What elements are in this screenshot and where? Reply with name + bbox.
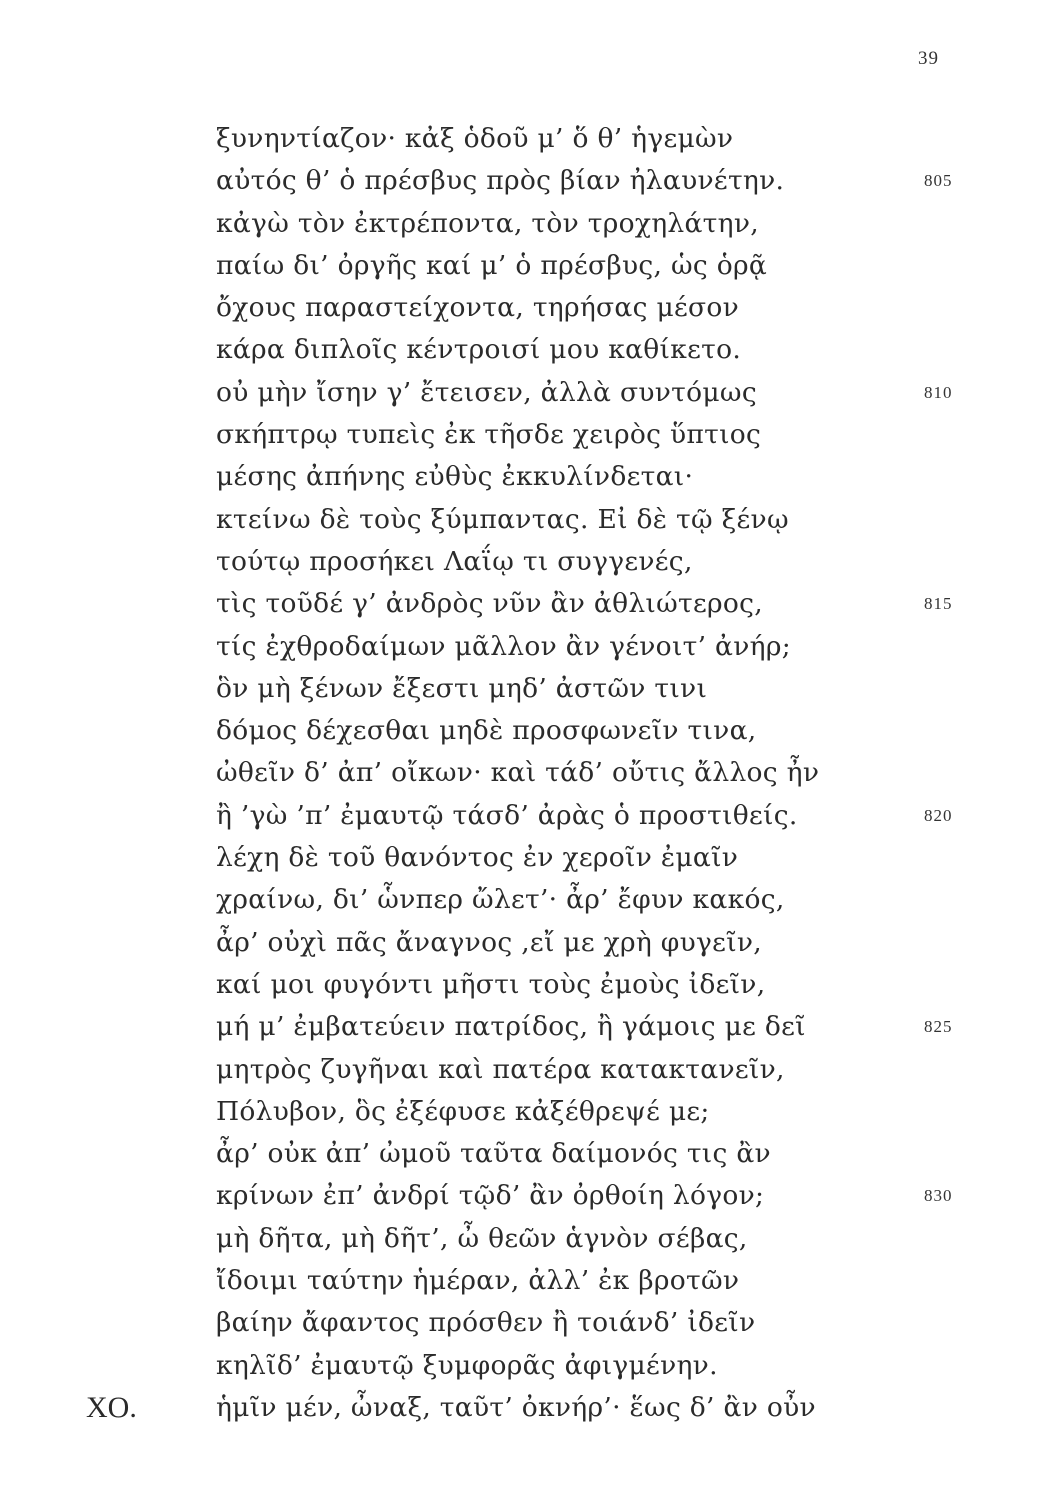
verse-line bbox=[0, 879, 1058, 921]
verse-line bbox=[0, 1260, 1058, 1302]
page-number: 39 bbox=[918, 48, 939, 69]
verse-text: μὴ δῆτα, μὴ δῆτ’, ὦ θεῶν ἁγνὸν σέβας, bbox=[216, 1222, 748, 1254]
verse-text: βαίην ἄφαντος πρόσθεν ἢ τοιάνδ’ ἰδεῖν bbox=[216, 1307, 756, 1339]
verse-line bbox=[0, 752, 1058, 794]
verse-text: ἆρ’ οὐκ ἀπ’ ὠμοῦ ταῦτα δαίμονός τις ἂν bbox=[216, 1138, 771, 1170]
verse-line bbox=[0, 1006, 1058, 1048]
line-number: 820 bbox=[924, 805, 953, 825]
verse-text: οὐ μὴν ἴσην γ’ ἔτεισεν, ἀλλὰ συντόμως bbox=[216, 376, 757, 408]
verse-text: ξυνηντίαζον· κἀξ ὁδοῦ μ’ ὅ θ’ ἡγεμὼν bbox=[216, 123, 734, 154]
verse-text: ὄχους παραστείχοντα, τηρήσας μέσον bbox=[216, 292, 740, 324]
verse-line bbox=[0, 1133, 1058, 1175]
verse-line bbox=[0, 456, 1058, 498]
verse-line bbox=[0, 1091, 1058, 1133]
verse-text: μέσης ἀπήνης εὐθὺς ἐκκυλίνδεται· bbox=[216, 461, 694, 493]
verse-line bbox=[0, 795, 1058, 837]
verse-line bbox=[0, 329, 1058, 371]
speaker-label: ΧΟ. bbox=[86, 1390, 137, 1424]
verse-text: ἆρ’ οὐχὶ πᾶς ἄναγνος ,εἴ με χρὴ φυγεῖν, bbox=[216, 926, 763, 958]
verse-text: λέχη δὲ τοῦ θανόντος ἐν χεροῖν ἐμαῖν bbox=[216, 842, 739, 874]
verse-line bbox=[0, 414, 1058, 456]
verse-text: κηλῖδ’ ἐμαυτῷ ξυμφορᾶς ἀφιγμένην. bbox=[216, 1349, 718, 1381]
verse-line bbox=[0, 245, 1058, 287]
verse-line bbox=[0, 1387, 1058, 1429]
verse-line bbox=[0, 583, 1058, 625]
verse-line bbox=[0, 1218, 1058, 1260]
verse-text: σκήπτρῳ τυπεὶς ἐκ τῆσδε χειρὸς ὕπτιος bbox=[216, 419, 762, 451]
verse-text: αὐτός θ’ ὁ πρέσβυς πρὸς βίαν ἠλαυνέτην. bbox=[216, 165, 785, 197]
verse-text: ὠθεῖν δ’ ἀπ’ οἴκων· καὶ τάδ’ οὔτις ἄλλος ἦν bbox=[216, 757, 820, 789]
verse-block bbox=[0, 118, 1058, 1429]
verse-line bbox=[0, 372, 1058, 414]
verse-text: κρίνων ἐπ’ ἀνδρί τῷδ’ ἂν ὀρθοίη λόγον; bbox=[216, 1180, 765, 1212]
line-number: 815 bbox=[924, 594, 953, 614]
verse-text: τίς ἐχθροδαίμων μᾶλλον ἂν γένοιτ’ ἀνήρ; bbox=[216, 630, 791, 662]
verse-line bbox=[0, 964, 1058, 1006]
verse-text: ὃν μὴ ξένων ἔξεστι μηδ’ ἀστῶν τινι bbox=[216, 672, 708, 704]
verse-line bbox=[0, 541, 1058, 583]
line-number: 825 bbox=[924, 1017, 953, 1037]
verse-line bbox=[0, 668, 1058, 710]
verse-text: Πόλυβον, ὃς ἐξέφυσε κἀξέθρεψέ με; bbox=[216, 1095, 710, 1127]
verse-line bbox=[0, 160, 1058, 202]
verse-text: μή μ’ ἐμβατεύειν πατρίδος, ἢ γάμοις με δεῖ bbox=[216, 1011, 806, 1043]
verse-line bbox=[0, 837, 1058, 879]
verse-text: κτείνω δὲ τοὺς ξύμπαντας. Εἰ δὲ τῷ ξένῳ bbox=[216, 503, 789, 535]
verse-text: μητρὸς ζυγῆναι καὶ πατέρα κατακτανεῖν, bbox=[216, 1053, 785, 1085]
verse-line bbox=[0, 1345, 1058, 1387]
line-number: 805 bbox=[924, 171, 953, 191]
verse-text: κάρα διπλοῖς κέντροισί μου καθίκετο. bbox=[216, 334, 742, 366]
verse-line bbox=[0, 626, 1058, 668]
verse-line bbox=[0, 710, 1058, 752]
verse-line bbox=[0, 1049, 1058, 1091]
verse-text: δόμος δέχεσθαι μηδὲ προσφωνεῖν τινα, bbox=[216, 715, 757, 747]
verse-text: χραίνω, δι’ ὧνπερ ὤλετ’· ἆρ’ ἔφυν κακός, bbox=[216, 884, 785, 916]
verse-line bbox=[0, 118, 1058, 160]
verse-text: ἴδοιμι ταύτην ἡμέραν, ἀλλ’ ἐκ βροτῶν bbox=[216, 1265, 740, 1297]
verse-text: ἢ ’γὼ ’π’ ἐμαυτῷ τάσδ’ ἀρὰς ὁ προστιθείς. bbox=[216, 799, 798, 831]
line-number: 830 bbox=[924, 1186, 953, 1206]
verse-line bbox=[0, 922, 1058, 964]
verse-text: κἀγὼ τὸν ἐκτρέποντα, τὸν τροχηλάτην, bbox=[216, 207, 759, 239]
verse-line bbox=[0, 287, 1058, 329]
verse-text: παίω δι’ ὀργῆς καί μ’ ὁ πρέσβυς, ὡς ὁρᾷ bbox=[216, 249, 768, 281]
line-number: 810 bbox=[924, 382, 953, 402]
verse-line bbox=[0, 203, 1058, 245]
verse-text: τὶς τοῦδέ γ’ ἀνδρὸς νῦν ἂν ἀθλιώτερος, bbox=[216, 588, 764, 620]
verse-text: τούτῳ προσήκει Λαΐῳ τι συγγενές, bbox=[216, 545, 693, 577]
verse-line bbox=[0, 1175, 1058, 1217]
verse-line bbox=[0, 499, 1058, 541]
verse-text: καί μοι φυγόντι μῆστι τοὺς ἐμοὺς ἰδεῖν, bbox=[216, 968, 766, 1000]
verse-line bbox=[0, 1302, 1058, 1344]
verse-text: ἡμῖν μέν, ὦναξ, ταῦτ’ ὀκνήρ’· ἕως δ’ ἂν οὖν bbox=[216, 1391, 816, 1423]
